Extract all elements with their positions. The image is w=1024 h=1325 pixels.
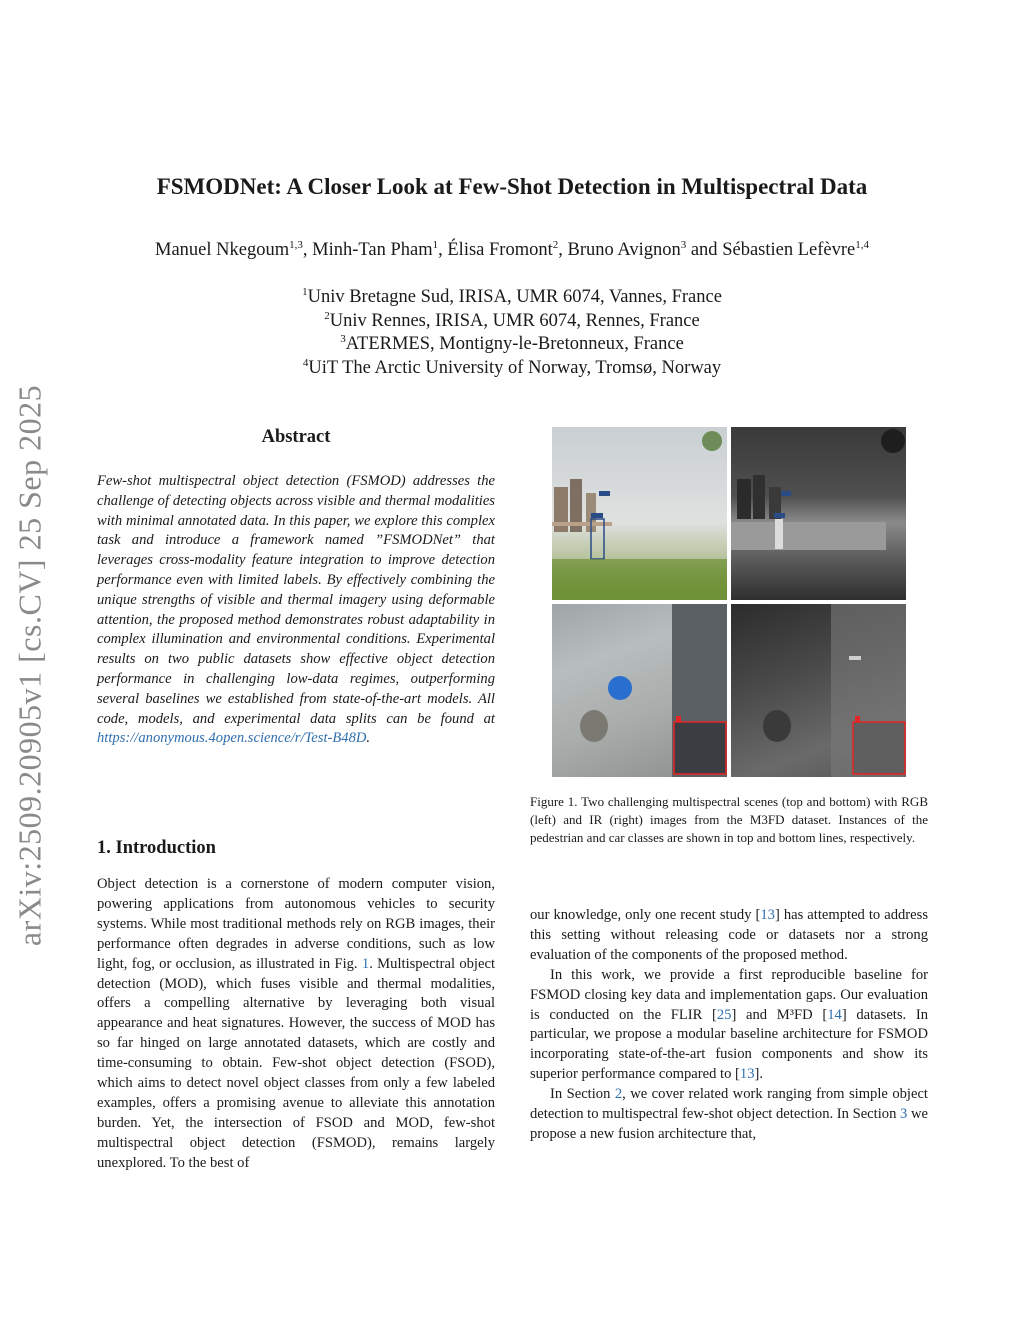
- citation-link[interactable]: 25: [716, 1006, 732, 1023]
- affiliation-marker: 3: [680, 238, 687, 251]
- citation-link[interactable]: 13: [739, 1066, 755, 1083]
- author-list: Manuel Nkegoum$^{1,3}$, Minh-Tan Pham$^1$, Élisa Fromont$^2$, Bruno Avignon$^3$ and Sébastien Lefèvre$^{1,4}$: [155, 238, 869, 260]
- affiliation-marker: 1,4: [855, 238, 869, 251]
- figure-1-caption: Figure 1. Two challenging multispectral scenes (top and bottom) with RGB (left) and IR (right) images from the M3FD dataset. Instances of the pedestrian and car classes are shown in top and bottom lines, respectively.: [530, 794, 928, 846]
- intro-left-column: [97, 875, 495, 1174]
- figure-1: [552, 427, 906, 777]
- code-link[interactable]: https://anonymous.4open.science/r/Test-B48D: [97, 730, 367, 747]
- author-name: Manuel Nkegoum: [155, 240, 290, 260]
- intro-paragraph: In this work, we provide a first reproducible baseline for FSMOD closing key data and implementation gaps. Our evaluation is conducted on the FLIR [25] and M³FD [14] datasets. In particular, we propose a modular baseline architecture for FSMOD incorporating state-of-the-art fusion components and show its superior performance compared to [13].: [530, 966, 928, 1083]
- intro-paragraph: Object detection is a cornerstone of modern computer vision, powering applications from autonomous vehicles to security systems. While most traditional methods rely on RGB images, their performance often degrades in adverse conditions, such as low light, fog, or occlusion, as illustrated in Fig. 1. Multispectral object detection (MOD), which fuses visible and thermal modalities, offers a compelling alternative by leveraging both visual appearance and heat signatures. However, the success of MOD has so far hinged on large annotated datasets, which are costly and time-consuming to obtain. Few-shot object detection (FSOD), which aims to detect novel object classes from only a few labeled examples, offers a promising avenue to alleviate this annotation burden. Yet, the intersection of FSOD and MOD, few-shot multispectral object detection (FSMOD), remains largely unexplored. To the best of: [97, 876, 495, 1171]
- affiliation-line: $^1$Univ Bretagne Sud, IRISA, UMR 6074, Vannes, France: [302, 285, 722, 307]
- abstract-body: [97, 472, 495, 749]
- section-ref-link[interactable]: 3: [900, 1106, 908, 1123]
- author-name: Bruno Avignon: [567, 240, 681, 260]
- affiliation-line: $^4$UiT The Arctic University of Norway, Tromsø, Norway: [302, 356, 722, 378]
- affiliation-marker: 1: [432, 238, 439, 251]
- abstract-end: .: [366, 730, 371, 747]
- section-heading-introduction: 1. Introduction: [97, 838, 216, 858]
- author-name: Élisa Fromont: [447, 240, 553, 260]
- intro-paragraph: our knowledge, only one recent study [13] has attempted to address this setting without releasing code or datasets nor a strong evaluation of the components of the proposed method.: [530, 907, 928, 963]
- intro-paragraph: In Section 2, we cover related work ranging from simple object detection to multispectral few-shot object detection. In Section 3 we propose a new fusion architecture that,: [530, 1086, 928, 1142]
- intro-right-column: [530, 906, 928, 1145]
- author-name: Minh-Tan Pham: [312, 240, 433, 260]
- paper-title: FSMODNet: A Closer Look at Few-Shot Detection in Multispectral Data: [156, 174, 868, 199]
- figure-ref-link[interactable]: 1: [361, 955, 370, 972]
- abstract-heading: Abstract: [261, 427, 331, 447]
- author-name: Sébastien Lefèvre: [722, 240, 856, 260]
- citation-link[interactable]: 13: [760, 907, 775, 923]
- affiliation-line: $^2$Univ Rennes, IRISA, UMR 6074, Rennes, France: [324, 309, 700, 331]
- affiliation-marker: 1,3: [289, 238, 303, 251]
- affiliation-line: $^3$ATERMES, Montigny-le-Bretonneux, France: [340, 332, 684, 354]
- rgb-scene-pedestrian: [552, 427, 727, 600]
- rgb-scene-car: [552, 604, 727, 777]
- arxiv-identifier: arXiv:2509.20905v1 [cs.CV] 25 Sep 2025: [11, 384, 48, 947]
- citation-link[interactable]: 14: [827, 1006, 842, 1023]
- section-ref-link[interactable]: 2: [614, 1086, 623, 1103]
- affiliation-list: [60, 286, 964, 380]
- affiliation-marker: 2: [552, 238, 559, 251]
- ir-scene-pedestrian: [731, 427, 906, 600]
- ir-scene-car: [731, 604, 906, 777]
- abstract-text: Few-shot multispectral object detection (FSMOD) addresses the challenge of detecting objects across visible and thermal modalities with minimal annotated data. In this paper, we explore this complex task and introduce a framework named ”FSMODNet” that leverages cross-modality feature integration to improve detection performance even with limited labels. By effectively combining the unique strengths of visible and thermal imagery using deformable attention, the proposed method demonstrates robust adaptability in complex illumination and environmental conditions. Experimental results on two public datasets show effective object detection performance in challenging low-data regimes, outperforming several baselines we established from state-of-the-art models. All code, models, and experimental data splits can be found at: [97, 473, 495, 727]
